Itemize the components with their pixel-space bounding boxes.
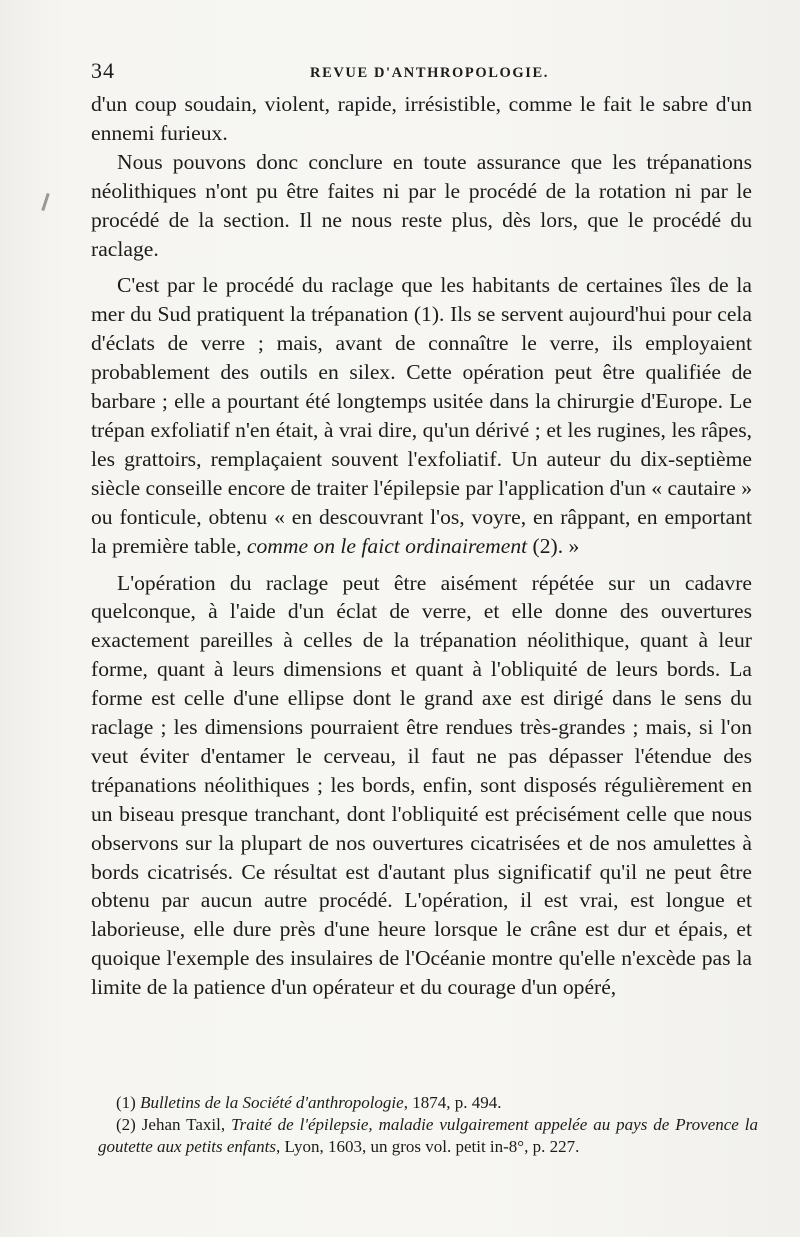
paragraph-4-text: L'opération du raclage peut être aisément répétée sur un cadavre quelconque, à l'aide d'un éclat de verre, et elle donne des ouvertures exactement pareilles à celles de la trépanation néolithique, quant à leur forme, quant à leurs dimensions et quant à l'obliquité de leurs bords. La forme est celle d'une ellipse dont le grand axe est dirigé dans le sens du raclage ; les dimensions pourraient être rendues très-grandes ; mais, si l'on veut éviter d'entamer le cerveau, il faut ne pas dépasser l'étendue des trépanations néolithiques ; les bords, enfin, sont disposés régulièrement en un biseau presque tranchant, dont l'obliquité est précisément celle que nous observons sur la plupart de nos ouvertures cicatrisées et de nos amulettes à bords cicatrisés. Ce résultat est d'autant plus significatif qu'il ne peut être obtenu par aucun autre procédé. L'opération, il est vrai, est longue et laborieuse, elle dure près d'une heure lorsque le crâne est dur et épais, et quoique l'exemple des insulaires de l'Océanie montre qu'elle n'excède pas la limite de la patience d'un opérateur et du courage d'un opéré,: [91, 570, 752, 1000]
page-number: 34: [91, 58, 115, 83]
main-text: [91, 90, 752, 1002]
paragraph-4: [91, 569, 752, 1003]
footnotes: [98, 1092, 758, 1158]
paragraph-2: [91, 148, 752, 264]
footnote-2: [98, 1114, 758, 1158]
footnote-2-marker: (2): [116, 1115, 136, 1134]
paragraph-3-text-before: C'est par le procédé du raclage que les habitants de certaines îles de la mer du Sud pratiquent la trépanation (1). Ils se servent aujourd'hui pour cela d'éclats de verre ; mais, avant de connaître le verre, ils employaient probablement des outils en silex. Cette opération peut être qualifiée de barbare ; elle a pourtant été longtemps usitée dans la chirurgie d'Europe. Le trépan exfoliatif n'en était, à vrai dire, qu'un dérivé ; et les rugines, les râpes, les grattoirs, remplaçaient souvent l'exfoliatif. Un auteur du dix-septième siècle conseille encore de traiter l'épilepsie par l'application d'un « cautaire » ou fonticule, obtenu « en descouvrant l'os, voyre, en râppant, en emportant la première table,: [91, 273, 752, 558]
footnote-1-reference: , 1874, p. 494.: [403, 1093, 502, 1112]
footnote-2-author: Jehan Taxil,: [141, 1115, 232, 1134]
margin-pencil-mark: [41, 193, 49, 211]
paragraph-3-italic-quote: comme on le faict ordinairement: [246, 533, 528, 558]
paragraph-gap: [91, 561, 752, 569]
footnote-2-reference: , Lyon, 1603, un gros vol. petit in-8°, p. 227.: [276, 1137, 580, 1156]
paragraph-3-text-after: (2). »: [527, 533, 580, 558]
footnote-2-title: Traité de l'épilepsie, maladie vulgairement appelée au pays de Provence la goutette aux petits enfants: [98, 1115, 759, 1156]
footnote-1-marker: (1): [116, 1093, 136, 1112]
paragraph-1: [91, 90, 752, 148]
paragraph-1-text: d'un coup soudain, violent, rapide, irrésistible, comme le fait le sabre d'un ennemi furieux.: [91, 92, 752, 145]
running-title: REVUE D'ANTHROPOLOGIE.: [310, 65, 550, 81]
paragraph-3: [91, 271, 752, 560]
page-header: [91, 58, 751, 88]
paragraph-gap: [91, 263, 752, 271]
footnote-1-journal: Bulletins de la Société d'anthropologie: [140, 1093, 404, 1112]
footnote-1: [98, 1092, 758, 1114]
paragraph-2-text: Nous pouvons donc conclure en toute assurance que les trépanations néolithiques n'ont pu être faites ni par le procédé de la rotation ni par le procédé de la section. Il ne nous reste plus, dès lors, que le procédé du raclage.: [91, 149, 752, 261]
